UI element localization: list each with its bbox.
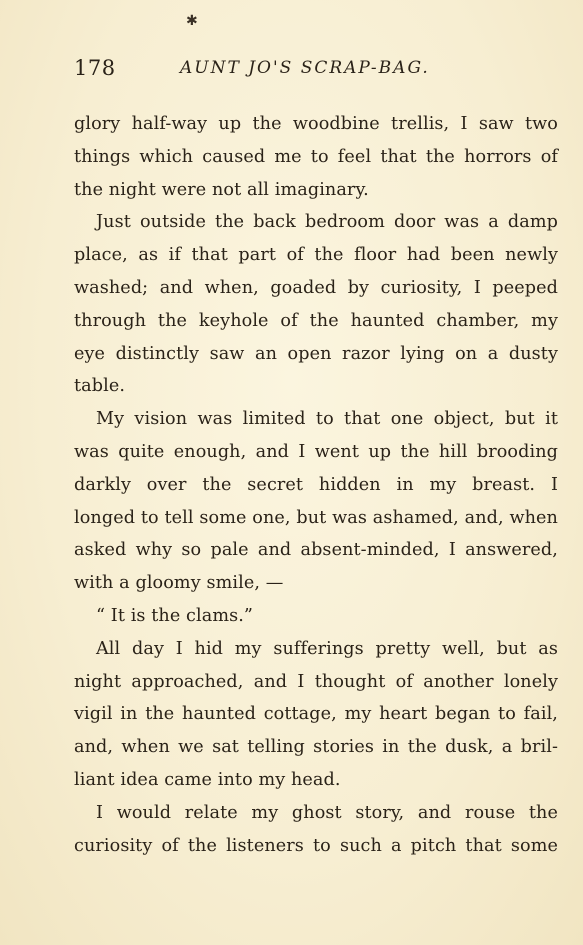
text-line: All day I hid my sufferings pretty well, but as xyxy=(96,638,558,659)
text-line: My vision was limited to that one object, but it xyxy=(96,409,558,430)
text-line: the night were not all imaginary. xyxy=(74,179,369,200)
text-line: I would relate my ghost story, and rouse the xyxy=(96,802,558,823)
text-line: with a gloomy smile, — xyxy=(74,573,284,594)
text-line: longed to tell some one, but was ashamed, and, when xyxy=(74,507,558,528)
text-line: through the keyhole of the haunted chamber, my xyxy=(74,310,558,331)
text-line: eye distinctly saw an open razor lying on a dusty xyxy=(74,343,558,364)
text-line: vigil in the haunted cottage, my heart began to fail, xyxy=(74,704,558,725)
text-line: asked why so pale and absent-minded, I answered, xyxy=(74,540,558,561)
text-line: was quite enough, and I went up the hill brooding xyxy=(74,441,558,462)
text-line: table. xyxy=(74,376,126,397)
text-line: darkly over the secret hidden in my breast. I xyxy=(74,474,558,495)
text-line: curiosity of the listeners to such a pitch that some xyxy=(74,835,558,856)
text-line: place, as if that part of the floor had been newly xyxy=(74,245,558,266)
running-head: AUNT JO'S SCRAP-BAG. xyxy=(180,58,430,78)
ink-speck: ✱ xyxy=(186,13,198,29)
text-line: things which caused me to feel that the horrors of xyxy=(74,146,558,167)
text-line: washed; and when, goaded by curiosity, I peeped xyxy=(74,277,558,298)
text-line: glory half-way up the woodbine trellis, I saw two xyxy=(74,114,558,134)
page-header xyxy=(74,56,544,86)
text-line: and, when we sat telling stories in the dusk, a bril- xyxy=(74,737,558,758)
text-line: Just outside the back bedroom door was a damp xyxy=(96,212,558,233)
text-line: night approached, and I thought of another lonely xyxy=(74,671,558,692)
text-line: liant idea came into my head. xyxy=(74,769,341,790)
text-line: “ It is the clams.” xyxy=(96,605,254,626)
page-number: 178 xyxy=(74,56,116,80)
body-text xyxy=(74,108,558,862)
